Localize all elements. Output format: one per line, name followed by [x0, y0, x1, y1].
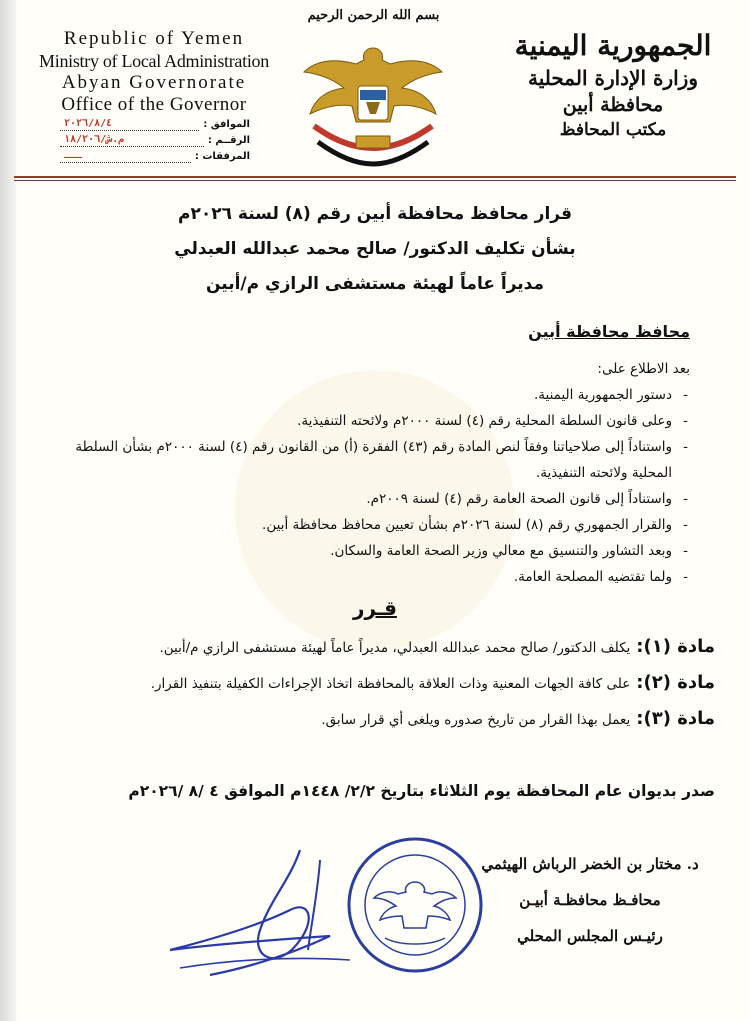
header-ar-country: الجمهورية اليمنية [514, 29, 712, 62]
decree-heading: قـرر [353, 596, 397, 620]
header-en-governorate: Abyan Governorate [61, 72, 247, 93]
preamble-list [50, 382, 690, 590]
header-en-office: Office of the Governor [61, 94, 247, 115]
decision-title-line3: مديراً عاماً لهيئة مستشفى الرازي م/أبين [205, 274, 545, 294]
signature-block [475, 846, 705, 954]
yemen-eagle-emblem [296, 30, 451, 170]
official-seal-stamp [340, 830, 490, 980]
meta-attachments-label: المرفقات : [194, 151, 250, 162]
header-ar-ministry: وزارة الإدارة المحلية [528, 66, 698, 90]
header-ar-governorate: محافظة أبين [562, 94, 664, 116]
meta-number-row [60, 134, 250, 147]
preamble-item: - وعلى قانون السلطة المحلية رقم (٤) لسنة ٢٠٠٠م ولائحته التنفيذية. [50, 408, 690, 434]
article-label: مادة (٣): [636, 708, 715, 729]
meta-date-label: الموافق : [203, 119, 250, 130]
preamble-item: - واستناداً إلى صلاحياتنا وفقاً لنص المادة رقم (٤٣) الفقرة (أ) من القانون رقم (٤) لسنة ٢٠٠٠م بشأن السلطة المحلية ولائحته التنفيذية. [50, 434, 690, 486]
issuance-line: صدر بديوان عام المحافظة يوم الثلاثاء بتاريخ ٢/٢/ ١٤٤٨م الموافق ٤ /٨ /٢٠٢٦م [128, 782, 715, 800]
header-rule-dark [14, 180, 736, 181]
header-en-ministry: Ministry of Local Administration [39, 51, 269, 71]
header-ar-office: مكتب المحافظ [559, 120, 667, 140]
decision-title-line1: قرار محافظ محافظة أبين رقم (٨) لسنة ٢٠٢٦م [178, 204, 572, 224]
basmala: بسم الله الرحمن الرحيم [307, 8, 440, 23]
signatory-name: د. مختار بن الخضر الرباش الهيثمي [481, 855, 699, 873]
meta-date-row [60, 118, 250, 131]
meta-number-label: الرقــم : [207, 135, 250, 146]
meta-date-value: ٢٠٢٦/٨/٤ [60, 118, 199, 131]
article-2 [35, 672, 715, 693]
article-label: مادة (٢): [636, 672, 715, 693]
article-3 [35, 708, 715, 729]
preamble-item: - والقرار الجمهوري رقم (٨) لسنة ٢٠٢٦م بشأن تعيين محافظ محافظة أبين. [50, 512, 690, 538]
signatory-title-governor: محافـظ محافظـة أبيـن [519, 891, 661, 909]
article-1 [35, 636, 715, 657]
header-en-country: Republic of Yemen [63, 28, 245, 49]
preamble-item: - ولما تقتضيه المصلحة العامة. [50, 564, 690, 590]
article-text: على كافة الجهات المعنية وذات العلاقة بالمحافظة اتخاذ الإجراءات الكفيلة بتنفيذ القرار. [150, 676, 631, 692]
meta-attachments-row [60, 150, 250, 163]
decision-title-line2: بشأن تكليف الدكتور/ صالح محمد عبدالله العبدلي [174, 239, 576, 259]
preamble-block [50, 356, 690, 590]
preamble-item: - دستور الجمهورية اليمنية. [50, 382, 690, 408]
header-english-block [14, 28, 294, 116]
article-label: مادة (١): [636, 636, 715, 657]
header-rule-red [14, 176, 736, 178]
preamble-intro: بعد الاطلاع على: [597, 361, 690, 377]
header-arabic-block [498, 28, 728, 142]
issuer-heading: محافظ محافظة أبين [528, 322, 690, 341]
preamble-item: - وبعد التشاور والتنسيق مع معالي وزير الصحة العامة والسكان. [50, 538, 690, 564]
signatory-title-council: رئيـس المجلس المحلي [517, 927, 663, 945]
preamble-item: - واستناداً إلى قانون الصحة العامة رقم (٤) لسنة ٢٠٠٩م. [50, 486, 690, 512]
article-text: يعمل بهذا القرار من تاريخ صدوره ويلغى أي قرار سابق. [321, 712, 631, 728]
meta-number-value: م.ش/١٨/٢٠٦ [60, 134, 204, 147]
scan-edge-shadow [0, 0, 16, 1021]
meta-attachments-value: ـــ [60, 150, 191, 163]
article-text: يكلف الدكتور/ صالح محمد عبدالله العبدلي، مديراً عاماً لهيئة مستشفى الرازي م/أبين. [159, 640, 631, 656]
